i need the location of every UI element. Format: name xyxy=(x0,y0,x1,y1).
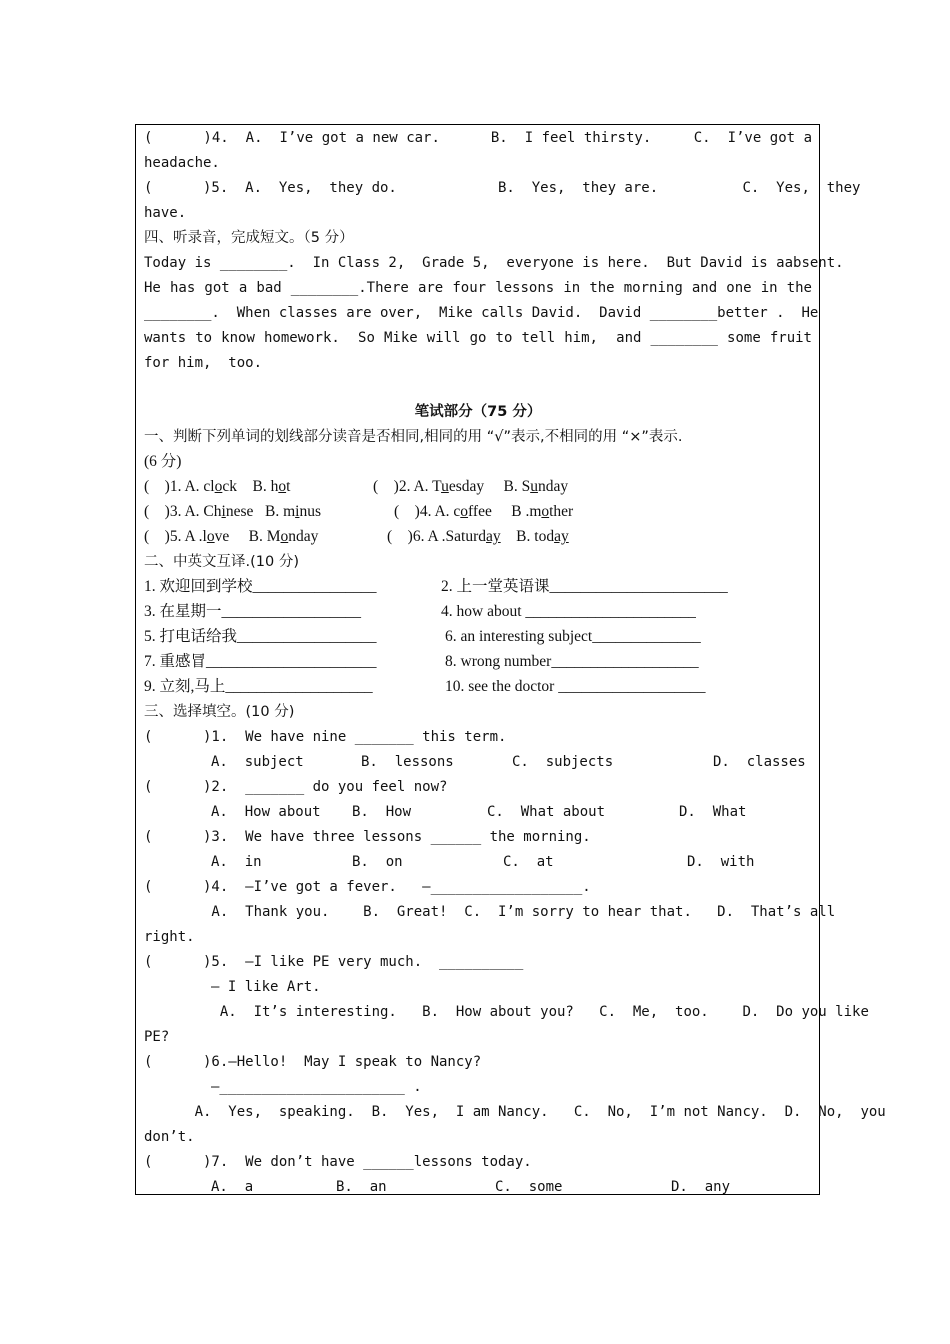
translation-item-2: 2. 上一堂英语课_______________________ xyxy=(441,578,728,595)
translation-row-1 xyxy=(144,575,812,599)
listening-q5-line1: ( )5. A. Yes, they do. B. Yes, they are. C. Yes, they xyxy=(144,180,861,196)
option-c: C. subjects xyxy=(512,754,614,770)
translation-row-3 xyxy=(144,625,812,649)
passage-line-1: Today is ________. In Class 2, Grade 5, everyone is here. But David is aabsent. xyxy=(144,255,844,271)
option-d: D. What xyxy=(679,804,747,820)
choice-q3: ( )3. We have three lessons ______ the morning. xyxy=(144,829,591,845)
choice-q6-options-line2: don’t. xyxy=(144,1129,195,1145)
listening-q5-line2: have. xyxy=(144,205,187,221)
option-b: B. How xyxy=(352,804,412,820)
passage-line-2: He has got a bad ________.There are four lessons in the morning and one in the xyxy=(144,280,812,296)
phonics-q4: ( )4. A. coffee B .mother xyxy=(394,503,574,520)
phonics-row-1 xyxy=(144,475,812,499)
choice-q7: ( )7. We don’t have ______lessons today. xyxy=(144,1154,532,1170)
option-b: B. an xyxy=(336,1179,387,1195)
option-d: D. classes xyxy=(713,754,806,770)
translation-item-6: 6. an interesting subject______________ xyxy=(445,628,701,645)
choice-q4-options-line1: A. Thank you. B. Great! C. I’m sorry to hear that. D. That’s all xyxy=(144,904,836,920)
choice-q6-reply: —______________________ . xyxy=(211,1079,422,1095)
option-d: D. any xyxy=(671,1179,731,1195)
part1-points: (6 分) xyxy=(144,453,182,470)
translation-item-3: 3. 在星期一__________________ xyxy=(144,603,362,620)
translation-item-5: 5. 打电话给我__________________ xyxy=(144,628,377,645)
phonics-row-3 xyxy=(144,525,812,549)
phonics-q2: ( )2. A. Tuesday B. Sunday xyxy=(373,478,569,495)
choice-q4-options-line2: right. xyxy=(144,929,195,945)
translation-row-2 xyxy=(144,600,812,624)
choice-q5-reply: — I like Art. xyxy=(211,979,321,995)
translation-item-4: 4. how about ______________________ xyxy=(441,603,696,620)
phonics-q1: ( )1. A. clock B. hot xyxy=(144,478,291,495)
choice-q6-options-line1: A. Yes, speaking. B. Yes, I am Nancy. C. No, I’m not Nancy. D. No, you xyxy=(144,1104,886,1120)
translation-row-5 xyxy=(144,675,812,699)
listening-q4-line1: ( )4. A. I’ve got a new car. B. I feel thirsty. C. I’ve got a xyxy=(144,130,812,146)
option-b: B. on xyxy=(352,854,403,870)
option-b: B. lessons xyxy=(361,754,454,770)
choice-q5-options-line2: PE? xyxy=(144,1029,170,1045)
choice-q5-options-line1: A. It’s interesting. B. How about you? C. Me, too. D. Do you like xyxy=(144,1004,869,1020)
written-title: 笔试部分（75 分） xyxy=(414,404,542,420)
choice-q1-options xyxy=(144,750,812,774)
listening-q4-line2: headache. xyxy=(144,155,220,171)
choice-q2: ( )2. _______ do you feel now? xyxy=(144,779,448,795)
choice-q4: ( )4. —I’ve got a fever. —__________________. xyxy=(144,879,591,895)
passage-line-3: ________. When classes are over, Mike calls David. David ________better . He xyxy=(144,305,819,321)
option-c: C. at xyxy=(503,854,554,870)
option-a: A. subject xyxy=(211,754,304,770)
translation-item-10: 10. see the doctor ___________________ xyxy=(445,678,706,695)
choice-q3-options xyxy=(144,850,812,874)
phonics-q6: ( )6. A .Saturday B. today xyxy=(387,528,569,545)
option-a: A. a xyxy=(211,1179,254,1195)
option-a: A. How about xyxy=(211,804,321,820)
choice-q2-options xyxy=(144,800,812,824)
option-a: A. in xyxy=(211,854,262,870)
choice-q1: ( )1. We have nine _______ this term. xyxy=(144,729,507,745)
phonics-q3: ( )3. A. Chinese B. minus xyxy=(144,503,321,520)
part2-title: 二、中英文互译.(10 分) xyxy=(144,554,299,570)
section4-title: 四、听录音，完成短文。（5 分） xyxy=(144,230,354,246)
phonics-row-2 xyxy=(144,500,812,524)
translation-item-7: 7. 重感冒______________________ xyxy=(144,653,377,670)
translation-item-9: 9. 立刻,马上___________________ xyxy=(144,678,373,695)
translation-item-8: 8. wrong number___________________ xyxy=(445,653,699,670)
choice-q7-options xyxy=(144,1175,812,1199)
passage-line-4: wants to know homework. So Mike will go to tell him, and ________ some fruit xyxy=(144,330,812,346)
choice-q6: ( )6.—Hello! May I speak to Nancy? xyxy=(144,1054,482,1070)
passage-line-5: for him, too. xyxy=(144,355,263,371)
part3-title: 三、选择填空。(10 分) xyxy=(144,704,295,720)
option-c: C. some xyxy=(495,1179,563,1195)
part1-instructions: 一、判断下列单词的划线部分读音是否相同,相同的用 “√”表示,不相同的用 “×”表示. xyxy=(144,429,683,445)
translation-item-1: 1. 欢迎回到学校________________ xyxy=(144,578,377,595)
option-d: D. with xyxy=(687,854,755,870)
choice-q5: ( )5. —I like PE very much. __________ xyxy=(144,954,524,970)
phonics-q5: ( )5. A .love B. Monday xyxy=(144,528,319,545)
option-c: C. What about xyxy=(487,804,606,820)
translation-row-4 xyxy=(144,650,812,674)
